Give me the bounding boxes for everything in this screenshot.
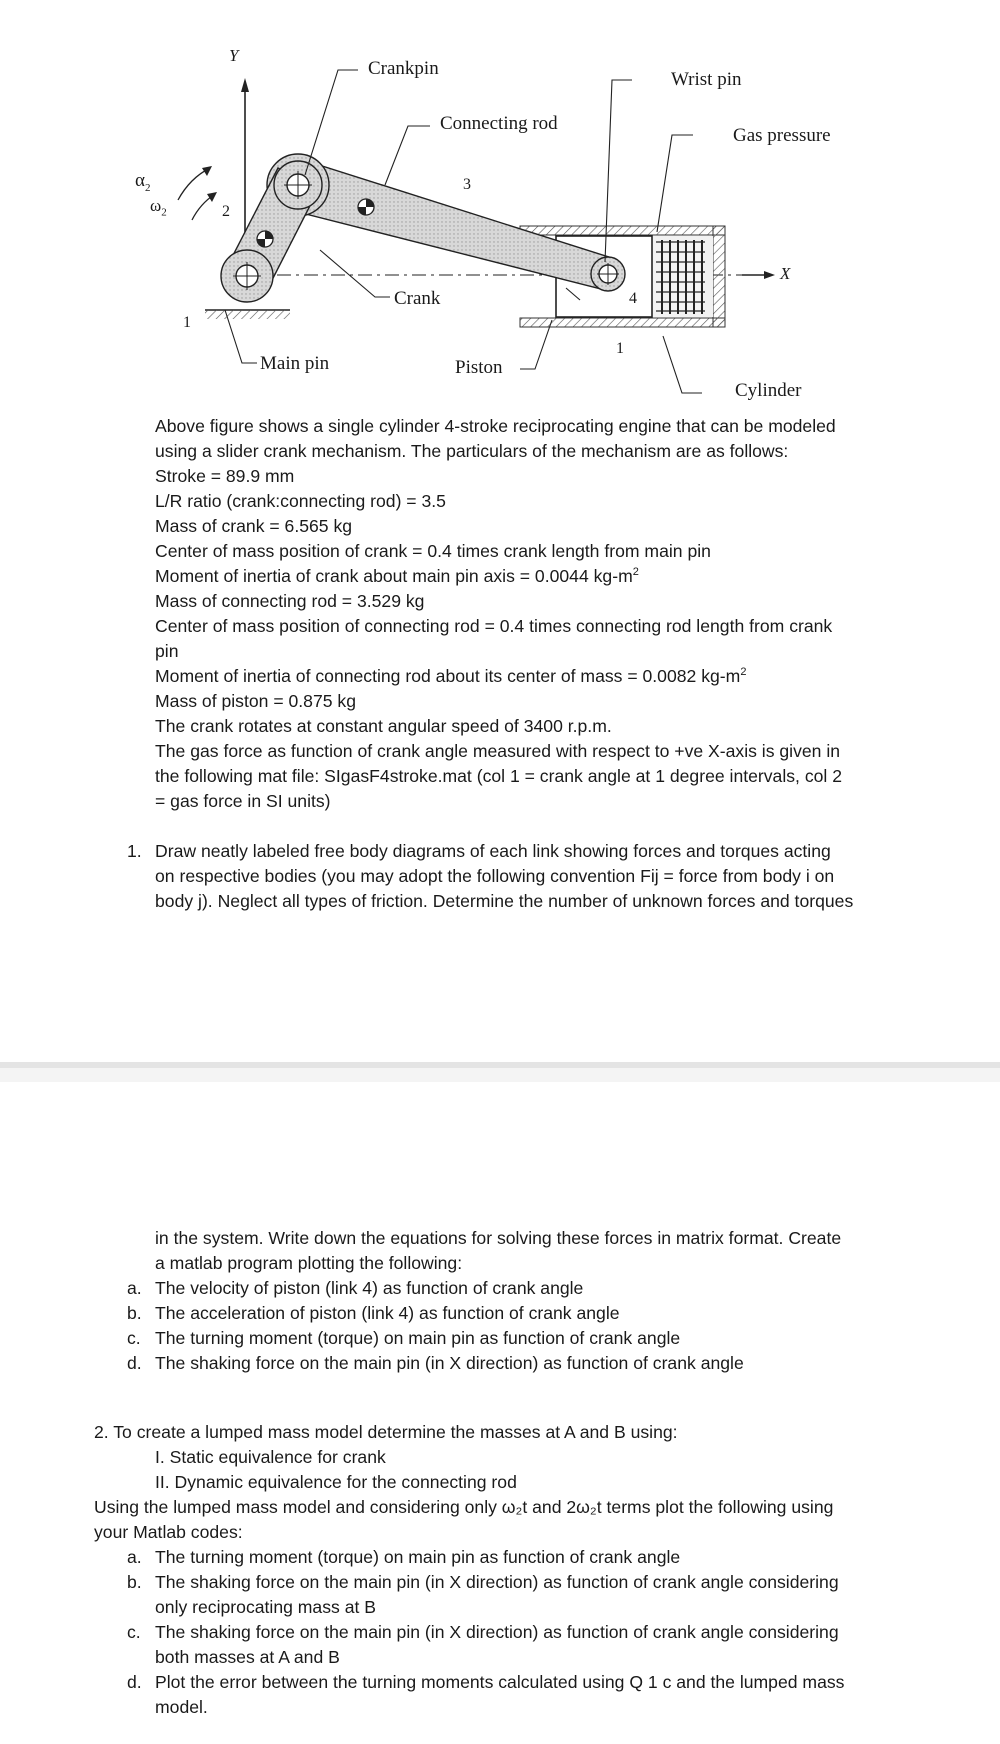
- q1-line-3: body j). Neglect all types of friction. Determine the number of unknown forces and torques: [155, 891, 854, 911]
- q2-item-b-marker: b.: [127, 1572, 142, 1592]
- q2-item-c-2: both masses at A and B: [155, 1647, 340, 1667]
- q2-item-c-1: The shaking force on the main pin (in X direction) as function of crank angle considering: [155, 1622, 839, 1642]
- omega2-label: $\omega_2$: [150, 196, 167, 219]
- main-pin-label: Main pin: [260, 353, 330, 374]
- q2-sub-2: II. Dynamic equivalence for the connecting rod: [155, 1472, 517, 1492]
- x-axis-arrow: [764, 271, 775, 279]
- y-axis-arrow: [241, 78, 249, 92]
- stroke-spec: Stroke = 89.9 mm: [155, 466, 295, 486]
- q2-line-1: 2. To create a lumped mass model determine the masses at A and B using:: [94, 1422, 678, 1442]
- connecting-rod: [290, 158, 612, 290]
- cylinder-label: Cylinder: [735, 380, 802, 401]
- gas-force-line-3: = gas force in SI units): [155, 791, 331, 811]
- rod-com-symbol: [358, 199, 374, 215]
- mass-piston-spec: Mass of piston = 0.875 kg: [155, 691, 356, 711]
- q2-item-d-1: Plot the error between the turning moments calculated using Q 1 c and the lumped mass: [155, 1672, 845, 1692]
- q2-item-b-2: only reciprocating mass at B: [155, 1597, 376, 1617]
- q2-using-1: Using the lumped mass model and considering only ω₂t and 2ω₂t terms plot the following using: [94, 1497, 834, 1517]
- q2-item-a: The turning moment (torque) on main pin as function of crank angle: [155, 1547, 681, 1567]
- lr-ratio-spec: L/R ratio (crank:connecting rod) = 3.5: [155, 491, 446, 511]
- q2-item-d-2: model.: [155, 1697, 208, 1717]
- link1-right-label: 1: [616, 340, 624, 357]
- q1-item-b: The acceleration of piston (link 4) as function of crank angle: [155, 1303, 620, 1323]
- com-rod-spec-1: Center of mass position of connecting rod = 0.4 times connecting rod length from crank: [155, 616, 833, 636]
- intro-line-2: using a slider crank mechanism. The particulars of the mechanism are as follows:: [155, 441, 789, 461]
- q1-item-d-marker: d.: [127, 1353, 142, 1373]
- connecting-rod-label: Connecting rod: [440, 113, 558, 134]
- q2-item-b-1: The shaking force on the main pin (in X direction) as function of crank angle considering: [155, 1572, 839, 1592]
- link3-label: 3: [463, 176, 471, 193]
- q1-number: 1.: [127, 841, 142, 861]
- gas-pressure-label: Gas pressure: [733, 125, 831, 146]
- moi-rod-spec: Moment of inertia of connecting rod about its center of mass = 0.0082 $kg-m^2$: [155, 666, 747, 686]
- x-axis-label: X: [780, 264, 791, 283]
- mass-rod-spec: Mass of connecting rod = 3.529 kg: [155, 591, 425, 611]
- q1-line-2: on respective bodies (you may adopt the following convention Fij = force from body i on: [155, 866, 835, 886]
- gas-force-line-1: The gas force as function of crank angle measured with respect to +ve X-axis is given in: [155, 741, 841, 761]
- q2-item-d-marker: d.: [127, 1672, 142, 1692]
- q1-item-a: The velocity of piston (link 4) as function of crank angle: [155, 1278, 584, 1298]
- link1-left-label: 1: [183, 314, 191, 331]
- q1-item-b-marker: b.: [127, 1303, 142, 1323]
- gas-force-line-2: the following mat file: SIgasF4stroke.mat (col 1 = crank angle at 1 degree intervals, col 2: [155, 766, 842, 786]
- moi-crank-spec: Moment of inertia of crank about main pin axis = 0.0044 $kg-m^2$: [155, 566, 639, 586]
- ground-main-pin: [205, 310, 290, 319]
- page-break-shadow: [0, 1068, 1000, 1082]
- crank-com-symbol: [257, 231, 273, 247]
- q1-cont-1: in the system. Write down the equations for solving these forces in matrix format. Create: [155, 1228, 842, 1248]
- intro-line-1: Above figure shows a single cylinder 4-stroke reciprocating engine that can be modeled: [155, 416, 836, 436]
- crankpin-label: Crankpin: [368, 58, 439, 79]
- crank-label: Crank: [394, 288, 441, 309]
- piston-label: Piston: [455, 357, 503, 378]
- q1-item-d: The shaking force on the main pin (in X direction) as function of crank angle: [155, 1353, 744, 1373]
- q1-item-a-marker: a.: [127, 1278, 142, 1298]
- q1-item-c-marker: c.: [127, 1328, 141, 1348]
- q2-item-c-marker: c.: [127, 1622, 141, 1642]
- q2-sub-1: I. Static equivalence for crank: [155, 1447, 386, 1467]
- q1-item-c: The turning moment (torque) on main pin as function of crank angle: [155, 1328, 681, 1348]
- gas-pressure-region: [652, 236, 713, 317]
- com-crank-spec: Center of mass position of crank = 0.4 times crank length from main pin: [155, 541, 711, 561]
- slider-crank-figure: [0, 0, 1000, 420]
- q2-item-a-marker: a.: [127, 1547, 142, 1567]
- q1-cont-2: a matlab program plotting the following:: [155, 1253, 463, 1273]
- q2-using-2: your Matlab codes:: [94, 1522, 243, 1542]
- speed-spec: The crank rotates at constant angular speed of 3400 r.p.m.: [155, 716, 612, 736]
- link4-label: 4: [629, 290, 637, 307]
- link2-label: 2: [222, 203, 230, 220]
- alpha2-label: $\alpha_2$: [135, 170, 151, 194]
- mass-crank-spec: Mass of crank = 6.565 kg: [155, 516, 353, 536]
- com-rod-spec-2: pin: [155, 641, 179, 661]
- q1-line-1: Draw neatly labeled free body diagrams of each link showing forces and torques acting: [155, 841, 831, 861]
- y-axis-label: Y: [229, 46, 239, 65]
- wrist-pin-label: Wrist pin: [671, 69, 742, 90]
